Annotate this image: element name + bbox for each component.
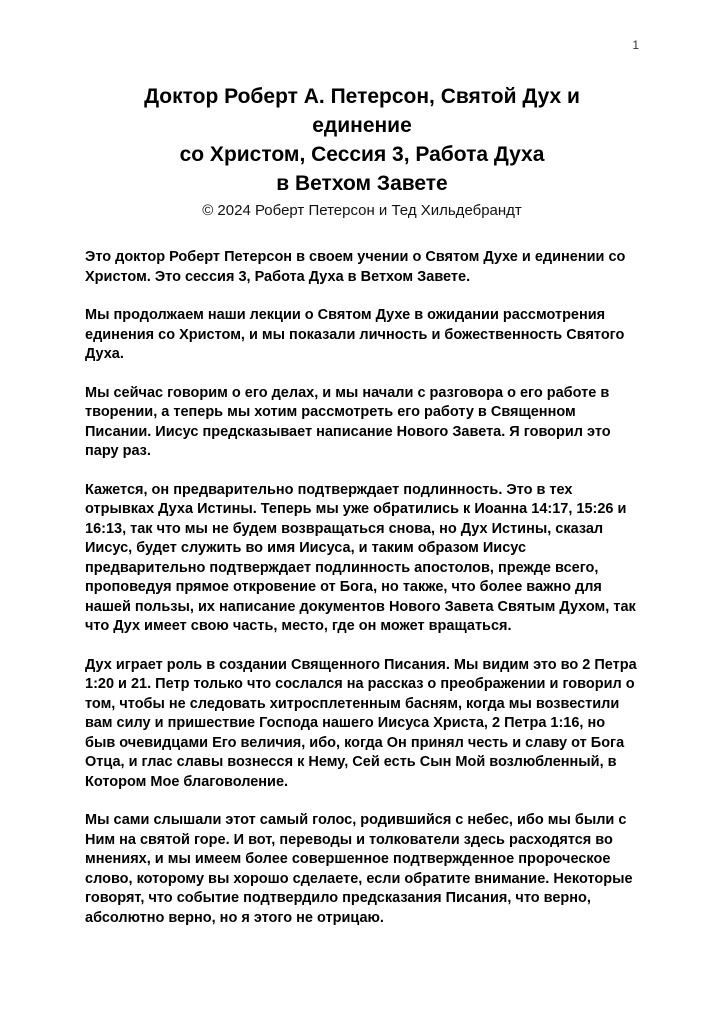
document-title	[85, 82, 639, 198]
title-line-3: со Христом, Сессия 3, Работа Духа	[179, 143, 545, 166]
paragraph-3: Мы сейчас говорим о его делах, и мы начали с разговора о его работе в творении, а теперь мы хотим рассмотреть его работу в Священном Писании. Иисус предсказывает написание Нового Завета. Я говорил это пару раз.	[85, 384, 611, 459]
paragraph-2: Мы продолжаем наши лекции о Святом Духе в ожидании рассмотрения единения со Христом, и мы показали личность и божественность Святого Духа.	[85, 307, 625, 362]
document-body	[85, 248, 639, 928]
copyright-line: © 2024 Роберт Петерсон и Тед Хильдебрандт	[202, 202, 522, 219]
title-line-1: Доктор Роберт А. Петерсон, Святой Дух и	[144, 85, 580, 108]
title-line-4: в Ветхом Завете	[276, 172, 448, 195]
page-number: 1	[632, 38, 639, 52]
title-line-2: единение	[312, 114, 412, 137]
paragraph-1: Это доктор Роберт Петерсон в своем учении о Святом Духе и единении со Христом. Это сессия 3, Работа Духа в Ветхом Завете.	[85, 249, 626, 285]
paragraph-6: Мы сами слышали этот самый голос, родившийся с небес, ибо мы были с Ним на святой горе. И вот, переводы и толкователи здесь расходятся во мнениях, и мы имеем более совершенное подтвержденное пророческое слово, которому вы хорошо сделаете, если обратите внимание. Некоторые говорят, что событие подтвердило предсказания Писания, что верно, абсолютно верно, но я этого не отрицаю.	[85, 812, 633, 926]
paragraph-5: Дух играет роль в создании Священного Писания. Мы видим это во 2 Петра 1:20 и 21. Петр только что сослался на рассказ о преображении и говорил о том, чтобы не следовать хитросплетенным басням, когда мы возвестили вам силу и пришествие Господа нашего Иисуса Христа, 2 Петра 1:16, но быв очевидцами Его величия, ибо, когда Он принял честь и славу от Бога Отца, и глас славы вознесся к Нему, Сей есть Сын Мой возлюбленный, в Котором Мое благоволение.	[85, 656, 637, 790]
paragraph-4: Кажется, он предварительно подтверждает подлинность. Это в тех отрывках Духа Истины. Теперь мы уже обратились к Иоанна 14:17, 15:26 и 16:13, так что мы не будем возвращаться снова, но Дух Истины, сказал Иисус, будет служить во имя Иисуса, и таким образом Иисус предварительно подтверждает подлинность апостолов, прежде всего, проповедуя прямое откровение от Бога, но также, что более важно для нашей пользы, их написание документов Нового Завета Святым Духом, так что Дух имеет свою часть, место, где он может вращаться.	[85, 481, 636, 634]
